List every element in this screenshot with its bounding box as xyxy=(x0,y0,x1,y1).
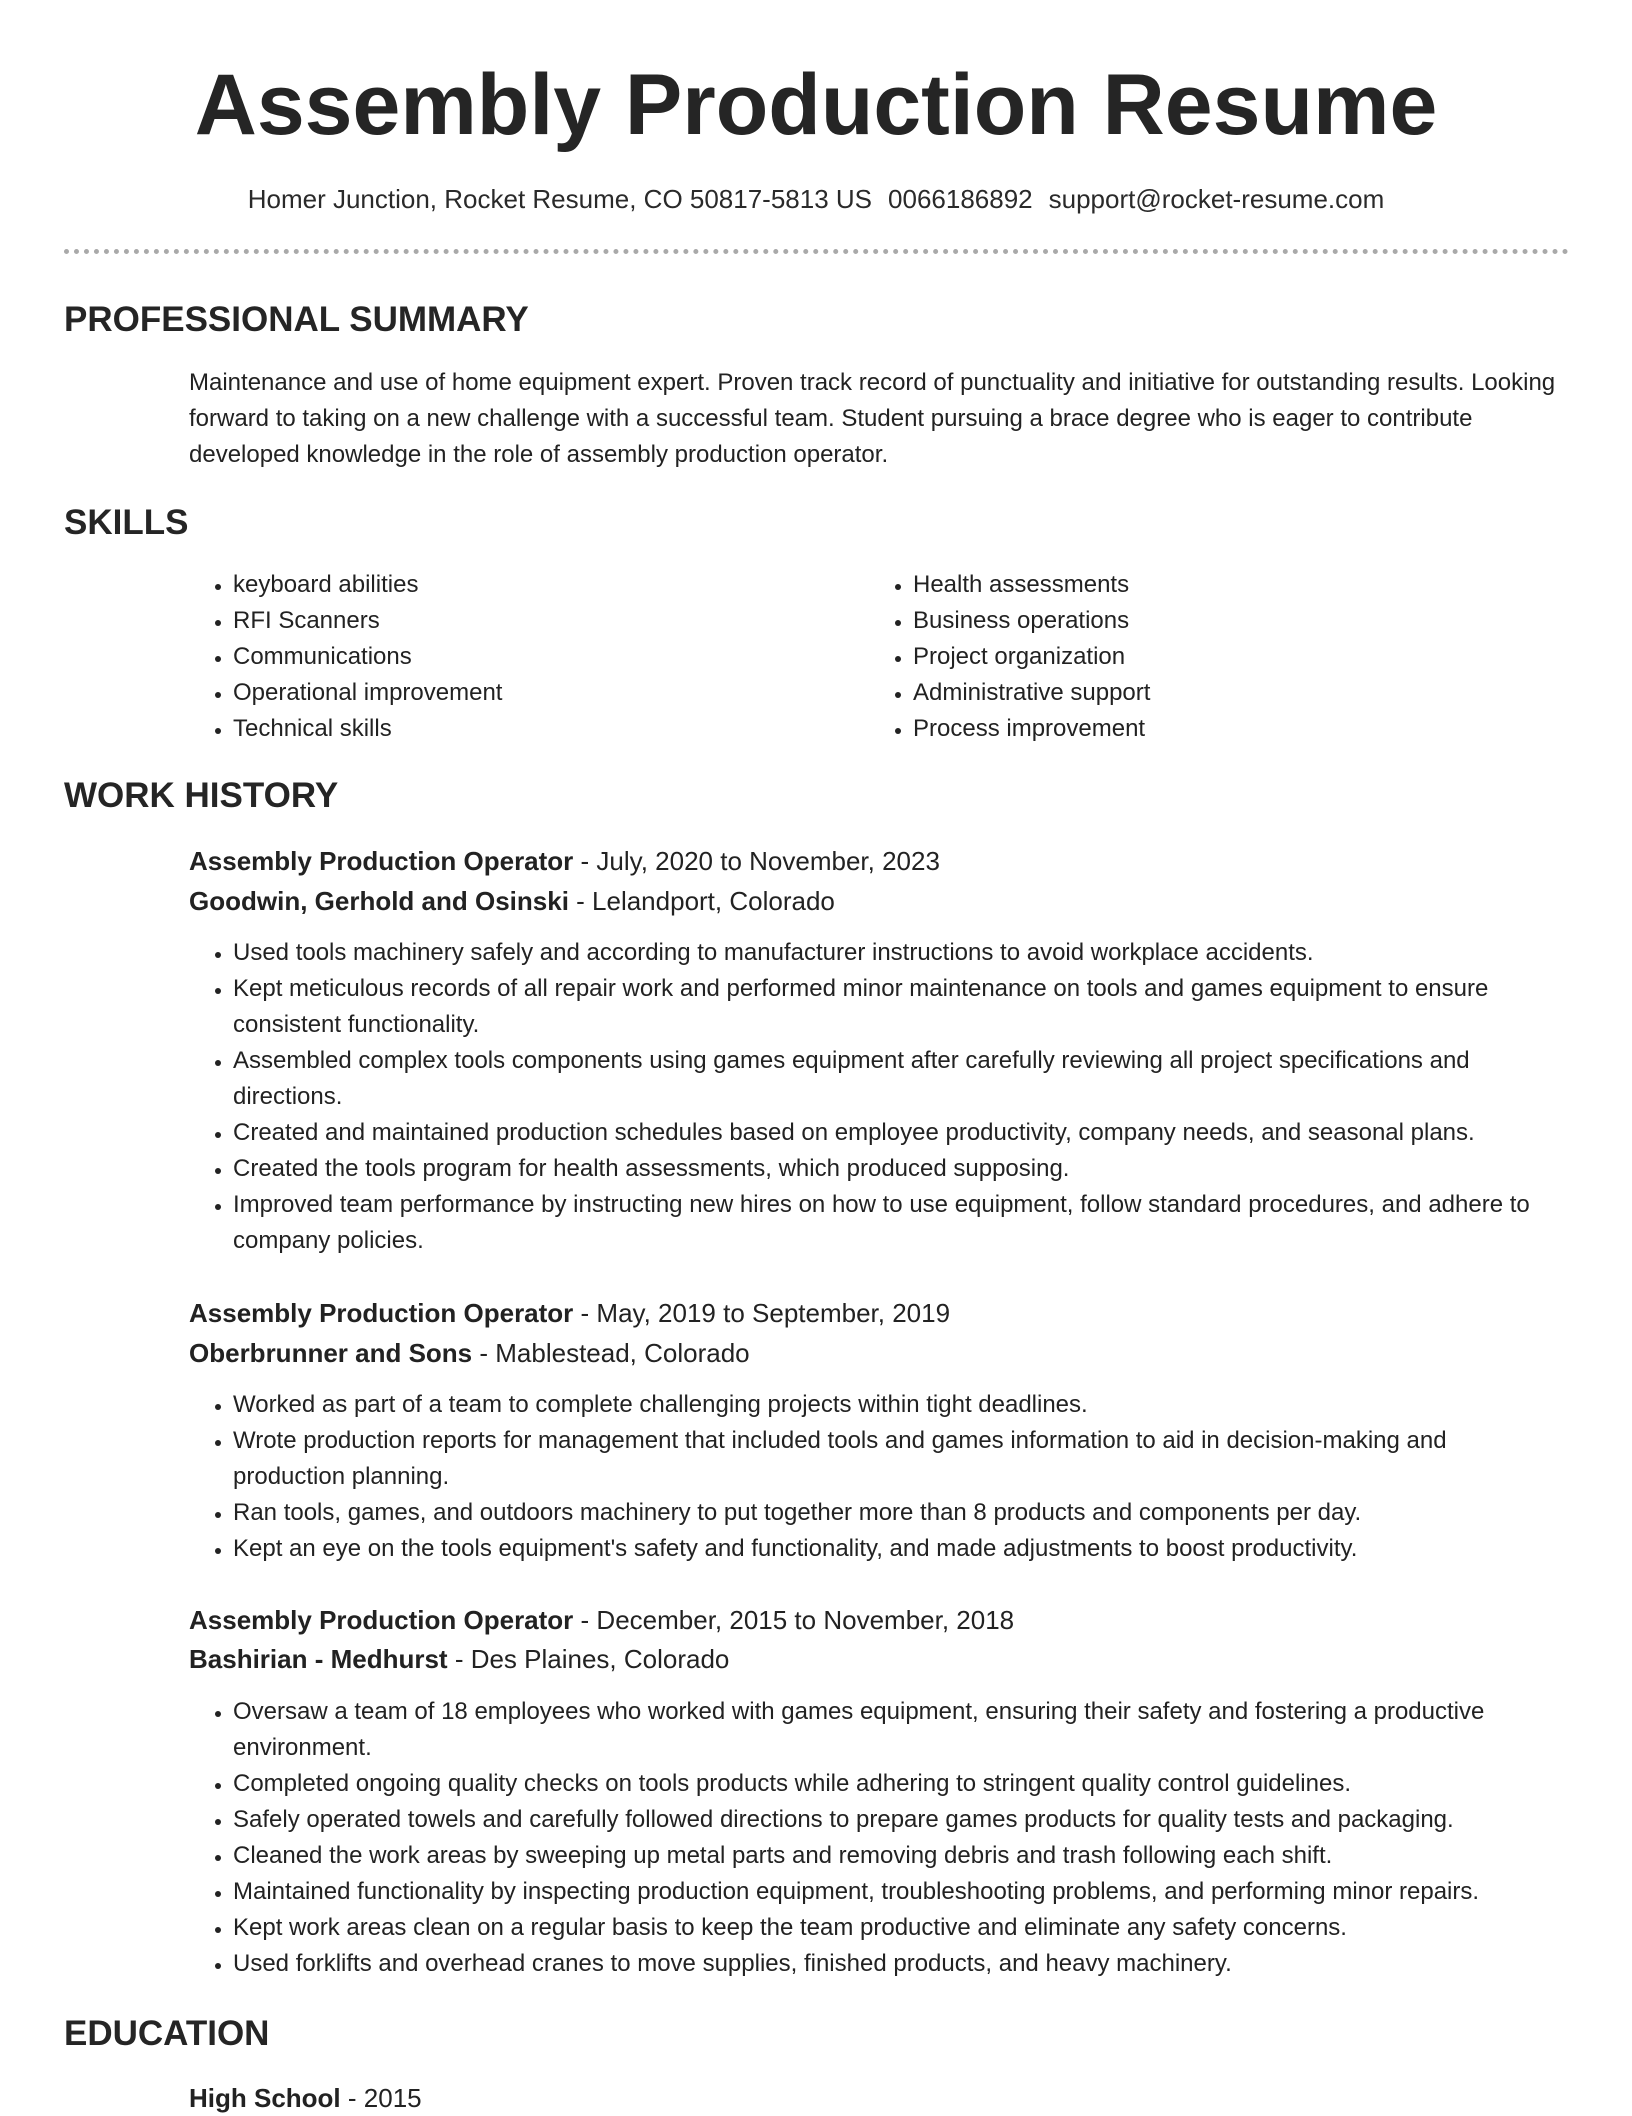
duty-item: • Kept work areas clean on a regular basis to keep the team productive and eliminate any safety concerns. xyxy=(233,1910,1559,1946)
summary-text: Maintenance and use of home equipment expert. Proven track record of punctuality and initiative for outstanding results. Looking forward to taking on a new challenge with a successful team. Student pursuing a brace degree who is eager to contribute developed knowledge in the role of assembly production operator. xyxy=(189,369,1556,468)
job-title-line xyxy=(189,1295,950,1331)
duty-item: • Assembled complex tools components using games equipment after carefully reviewing all project specifications and directions. xyxy=(233,1043,1559,1115)
contact-line xyxy=(0,183,1632,215)
duty-item: • Created the tools program for health assessments, which produced supposing. xyxy=(233,1151,1559,1187)
job-title: Assembly Production Operator xyxy=(189,1298,574,1328)
job-location: - Mablestead, Colorado xyxy=(472,1338,750,1368)
section-heading-education: EDUCATION xyxy=(64,2014,270,2053)
skill-item: • Process improvement xyxy=(913,711,1150,747)
skill-item: • Operational improvement xyxy=(233,675,502,711)
job-duties xyxy=(189,1387,1559,1567)
job-dates: - December, 2015 to November, 2018 xyxy=(573,1605,1015,1635)
duty-item: • Kept meticulous records of all repair work and performed minor maintenance on tools and games equipment to ensure consistent functionality. xyxy=(233,971,1559,1043)
duty-item: • Oversaw a team of 18 employees who worked with games equipment, ensuring their safety and fostering a productive environment. xyxy=(233,1694,1559,1766)
duty-item: • Wrote production reports for management that included tools and games information to aid in decision-making and production planning. xyxy=(233,1423,1559,1495)
company-name: Bashirian - Medhurst xyxy=(189,1644,448,1674)
resume-title: Assembly Production Resume xyxy=(194,57,1438,153)
duty-item: • Completed ongoing quality checks on tools products while adhering to stringent quality control guidelines. xyxy=(233,1766,1559,1802)
skill-item: • Health assessments xyxy=(913,567,1150,603)
education-degree: High School xyxy=(189,2083,341,2113)
duty-item: • Used tools machinery safely and according to manufacturer instructions to avoid workplace accidents. xyxy=(233,935,1559,971)
education-entry xyxy=(189,2080,422,2116)
skill-item: • Communications xyxy=(233,639,502,675)
duty-item: • Worked as part of a team to complete challenging projects within tight deadlines. xyxy=(233,1387,1559,1423)
duty-item: • Safely operated towels and carefully followed directions to prepare games products for quality tests and packaging. xyxy=(233,1802,1559,1838)
job-dates: - July, 2020 to November, 2023 xyxy=(573,846,940,876)
education-year: - 2015 xyxy=(340,2083,422,2113)
section-heading-skills: SKILLS xyxy=(64,503,189,542)
job-title: Assembly Production Operator xyxy=(189,846,574,876)
duty-item: • Maintained functionality by inspecting production equipment, troubleshooting problems, and performing minor repairs. xyxy=(233,1874,1559,1910)
duty-item: • Kept an eye on the tools equipment's safety and functionality, and made adjustments to boost productivity. xyxy=(233,1531,1559,1567)
job-title-line xyxy=(189,1602,1014,1638)
job-dates: - May, 2019 to September, 2019 xyxy=(573,1298,951,1328)
phone-number: 0066186892 xyxy=(888,184,1033,214)
duty-item: • Ran tools, games, and outdoors machinery to put together more than 8 products and components per day. xyxy=(233,1495,1559,1531)
email-address: support@rocket-resume.com xyxy=(1048,184,1385,214)
section-heading-work-history: WORK HISTORY xyxy=(64,776,339,815)
job-duties xyxy=(189,1694,1559,1982)
job-duties xyxy=(189,935,1559,1259)
skills-column-2 xyxy=(869,567,1150,747)
duty-item: • Improved team performance by instructing new hires on how to use equipment, follow standard procedures, and adhere to company policies. xyxy=(233,1187,1559,1259)
skill-item: • Business operations xyxy=(913,603,1150,639)
skill-item: • Project organization xyxy=(913,639,1150,675)
header-divider xyxy=(64,249,1569,254)
address: Homer Junction, Rocket Resume, CO 50817-5813 US xyxy=(247,184,873,214)
job-company-line xyxy=(189,1335,750,1371)
duty-item: • Cleaned the work areas by sweeping up metal parts and removing debris and trash following each shift. xyxy=(233,1838,1559,1874)
job-title-line xyxy=(189,843,940,879)
duty-item: • Created and maintained production schedules based on employee productivity, company needs, and seasonal plans. xyxy=(233,1115,1559,1151)
job-company-line xyxy=(189,1641,729,1677)
company-name: Oberbrunner and Sons xyxy=(189,1338,473,1368)
skill-item: • keyboard abilities xyxy=(233,567,502,603)
job-location: - Lelandport, Colorado xyxy=(568,886,835,916)
skills-column-1 xyxy=(189,567,502,747)
job-location: - Des Plaines, Colorado xyxy=(447,1644,730,1674)
skill-item: • Administrative support xyxy=(913,675,1150,711)
skill-item: • Technical skills xyxy=(233,711,502,747)
duty-item: • Used forklifts and overhead cranes to move supplies, finished products, and heavy machinery. xyxy=(233,1946,1559,1982)
job-title: Assembly Production Operator xyxy=(189,1605,574,1635)
company-name: Goodwin, Gerhold and Osinski xyxy=(189,886,569,916)
job-company-line xyxy=(189,883,835,919)
skill-item: • RFI Scanners xyxy=(233,603,502,639)
section-heading-summary: PROFESSIONAL SUMMARY xyxy=(64,300,529,339)
